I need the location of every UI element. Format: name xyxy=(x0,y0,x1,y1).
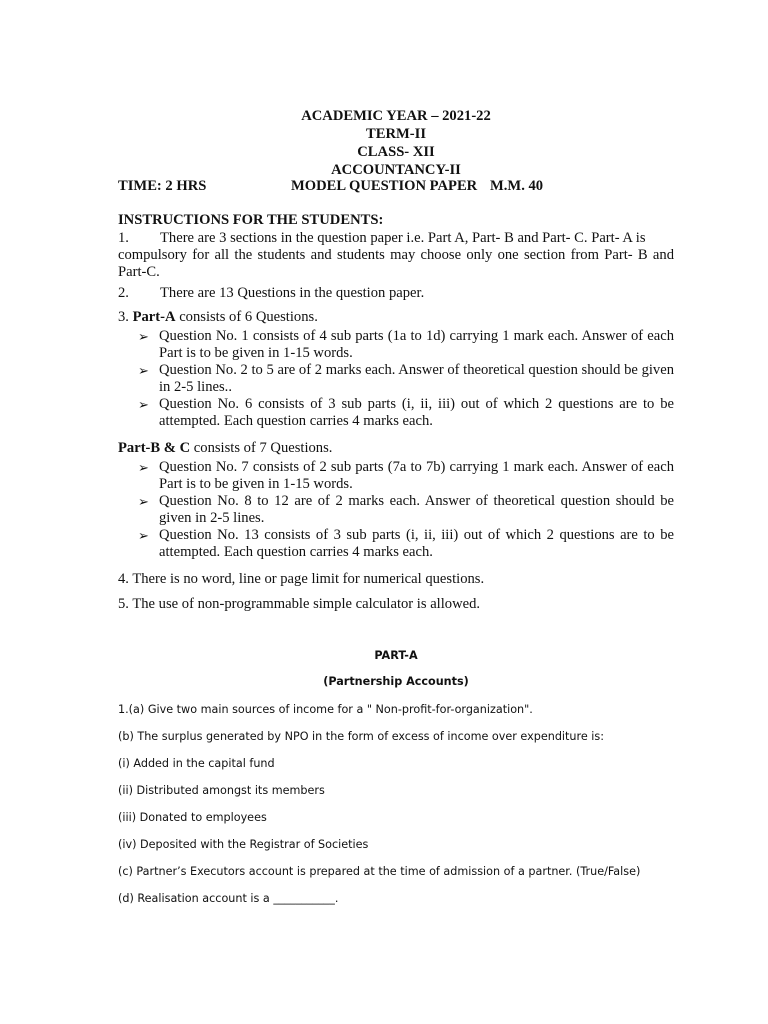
instruction-1-number: 1. xyxy=(118,230,129,246)
paper-type: MODEL QUESTION PAPER xyxy=(291,178,478,194)
time-label: TIME: 2 HRS xyxy=(118,178,207,194)
part-a-title: PART-A xyxy=(374,649,418,662)
list-item xyxy=(138,396,674,430)
part-bc-label: Part-B & C xyxy=(118,440,191,456)
class-label: CLASS- XII xyxy=(357,144,435,160)
list-item xyxy=(138,527,674,561)
instruction-3 xyxy=(118,309,674,326)
term: TERM-II xyxy=(366,126,426,142)
paper-meta-row xyxy=(118,178,674,196)
part-bc-bullet-list xyxy=(118,459,674,561)
arrow-bullet-icon: ➢ xyxy=(138,460,149,475)
subject-title: ACCOUNTANCY-II xyxy=(331,162,461,178)
question-line: (c) Partner’s Executors account is prepared at the time of admission of a partner. (True/False) xyxy=(118,865,641,878)
bullet-text: Question No. 1 consists of 4 sub parts (1a to 1d) carrying 1 mark each. Answer of each Part is to be given in 1-15 words. xyxy=(159,328,674,361)
part-bc-text: consists of 7 Questions. xyxy=(190,440,333,456)
arrow-bullet-icon: ➢ xyxy=(138,329,149,344)
instruction-3-number: 3. xyxy=(118,309,133,325)
arrow-bullet-icon: ➢ xyxy=(138,494,149,509)
instruction-1 xyxy=(118,230,674,281)
instructions-title: INSTRUCTIONS FOR THE STUDENTS: xyxy=(118,212,384,228)
bullet-text: Question No. 2 to 5 are of 2 marks each. Answer of theoretical question should be given in 2-5 lines.. xyxy=(159,362,674,395)
question-line: (iv) Deposited with the Registrar of Societies xyxy=(118,838,369,851)
arrow-bullet-icon: ➢ xyxy=(138,397,149,412)
instruction-4: 4. There is no word, line or page limit for numerical questions. xyxy=(118,571,485,587)
question-line: (d) Realisation account is a ___________. xyxy=(118,892,339,905)
instruction-2-text: There are 13 Questions in the question paper. xyxy=(160,285,425,301)
question-line: (ii) Distributed amongst its members xyxy=(118,784,325,797)
bullet-text: Question No. 6 consists of 3 sub parts (i, ii, iii) out of which 2 questions are to be attempted. Each question carries 4 marks each. xyxy=(159,396,674,429)
part-bc-heading xyxy=(118,440,674,457)
list-item xyxy=(138,362,674,396)
question-line: 1.(a) Give two main sources of income for a " Non-profit-for-organization". xyxy=(118,703,533,716)
list-item xyxy=(138,328,674,362)
list-item xyxy=(138,459,674,493)
arrow-bullet-icon: ➢ xyxy=(138,363,149,378)
bullet-text: Question No. 7 consists of 2 sub parts (7a to 7b) carrying 1 mark each. Answer of each Part is to be given in 1-15 words. xyxy=(159,459,674,492)
question-line: (iii) Donated to employees xyxy=(118,811,267,824)
part-a-label: Part-A xyxy=(132,309,176,325)
bullet-text: Question No. 8 to 12 are of 2 marks each. Answer of theoretical question should be given in 2-5 lines. xyxy=(159,493,674,526)
paper-heading xyxy=(118,107,674,179)
instruction-2 xyxy=(118,285,674,302)
arrow-bullet-icon: ➢ xyxy=(138,528,149,543)
bullet-text: Question No. 13 consists of 3 sub parts (i, ii, iii) out of which 2 questions are to be attempted. Each question carries 4 marks each. xyxy=(159,527,674,560)
instruction-3-text: consists of 6 Questions. xyxy=(175,309,318,325)
instruction-2-number: 2. xyxy=(118,285,129,301)
instruction-1-text: There are 3 sections in the question paper i.e. Part A, Part- B and Part- C. Part- A is xyxy=(160,230,646,246)
max-marks: M.M. 40 xyxy=(490,178,544,194)
list-item xyxy=(138,493,674,527)
academic-year: ACADEMIC YEAR – 2021-22 xyxy=(301,108,491,124)
part-a-bullet-list xyxy=(118,328,674,430)
instruction-1-continued: compulsory for all the students and students may choose only one section from Part- B and Part-C. xyxy=(118,247,674,280)
question-line: (b) The surplus generated by NPO in the form of excess of income over expenditure is: xyxy=(118,730,604,743)
question-line: (i) Added in the capital fund xyxy=(118,757,275,770)
instruction-5: 5. The use of non-programmable simple calculator is allowed. xyxy=(118,596,481,612)
part-a-subtitle: (Partnership Accounts) xyxy=(323,675,469,688)
